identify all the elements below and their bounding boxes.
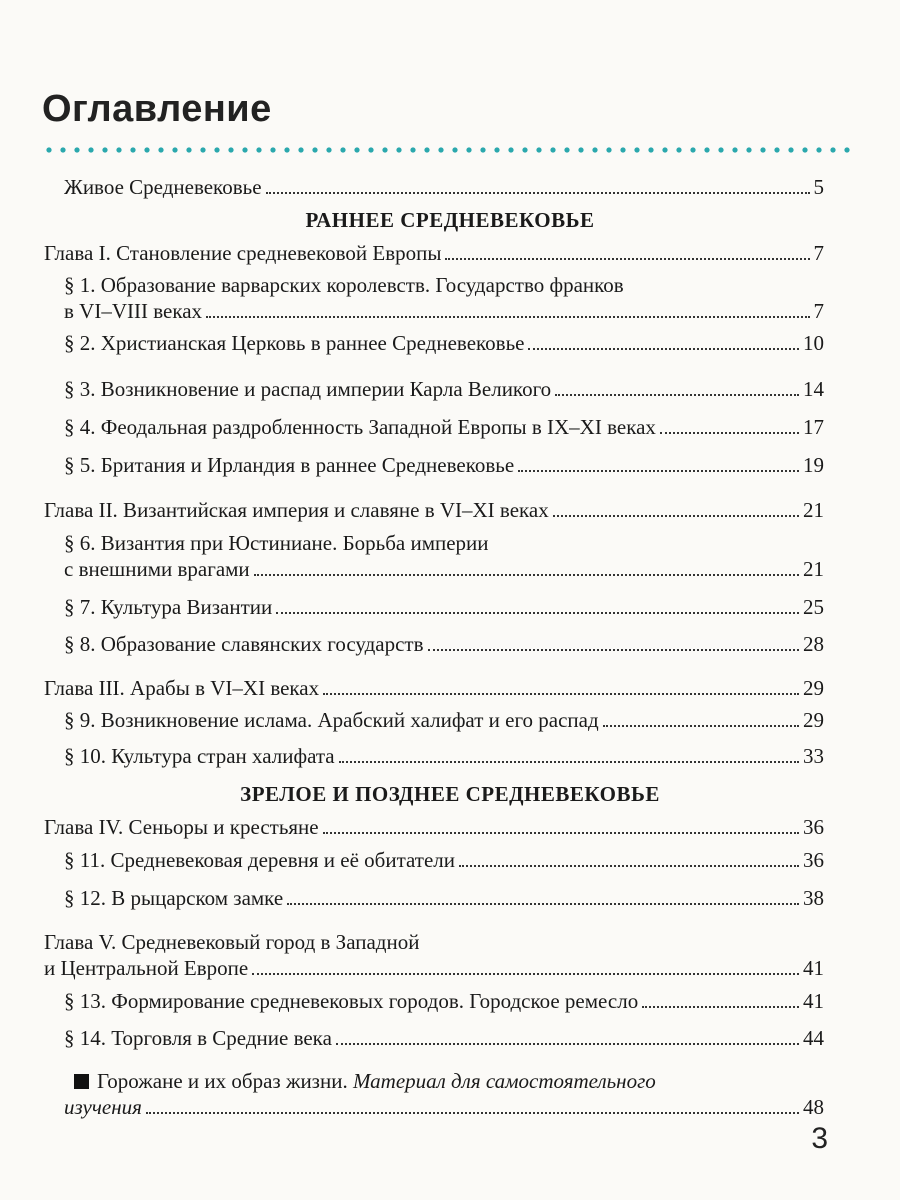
toc-page-number: 36 <box>803 815 824 839</box>
toc-entry-paragraph-3[interactable] <box>64 376 824 402</box>
page-number: 3 <box>811 1122 828 1155</box>
toc-entry-paragraph-4[interactable] <box>64 414 824 440</box>
toc-entry-paragraph-1-line1: § 1. Образование варварских королевств. Государство франков <box>64 273 624 297</box>
toc-entry-text: § 9. Возникновение ислама. Арабский халифат и его распад <box>64 708 599 732</box>
toc-entry-text: Глава II. Византийская империя и славяне в VI–XI веках <box>44 498 549 522</box>
toc-entry-paragraph-2[interactable] <box>64 330 824 356</box>
toc-entry-text: в VI–VIII веках <box>64 299 203 323</box>
toc-leader <box>445 257 809 260</box>
toc-entry-chapter-1[interactable] <box>44 240 824 266</box>
toc-entry-chapter-5[interactable] <box>44 955 824 981</box>
toc-leader <box>206 315 809 318</box>
toc-entry-chapter-3[interactable] <box>44 675 824 701</box>
toc-entry-paragraph-6-line1: § 6. Византия при Юстиниане. Борьба империи <box>64 531 489 555</box>
toc-entry-text: § 12. В рыцарском замке <box>64 886 284 910</box>
toc-entry-paragraph-13[interactable] <box>64 988 824 1014</box>
toc-entry-text: § 3. Возникновение и распад империи Карла Великого <box>64 377 552 401</box>
toc-entry-text: § 13. Формирование средневековых городов. Городское ремесло <box>64 989 639 1013</box>
toc-page-number: 17 <box>803 415 824 439</box>
toc-entry-paragraph-12[interactable] <box>64 885 824 911</box>
toc-page-number: 7 <box>813 241 824 265</box>
toc-entry-note: Материал для самостоятельного <box>352 1069 656 1093</box>
toc-leader <box>518 469 799 472</box>
toc-entry-text: Глава I. Становление средневековой Европы <box>44 241 442 265</box>
toc-entry-chapter-2[interactable] <box>44 497 824 523</box>
toc-entry-self-study[interactable] <box>64 1094 824 1120</box>
toc-entry-text: § 4. Феодальная раздробленность Западной Европы в IX–XI веках <box>64 415 656 439</box>
toc-leader <box>276 611 799 614</box>
toc-leader <box>553 514 799 517</box>
toc-entry-intro[interactable] <box>64 174 824 200</box>
dotted-divider <box>42 146 858 154</box>
toc-entry-text: Горожане и их образ жизни. <box>97 1069 348 1093</box>
toc-entry-text: § 2. Христианская Церковь в раннее Средневековье <box>64 331 525 355</box>
toc-page-number: 44 <box>803 1026 824 1050</box>
toc-leader <box>266 191 810 194</box>
toc-page-number: 28 <box>803 632 824 656</box>
toc-leader <box>603 724 799 727</box>
toc-page-number: 10 <box>803 331 824 355</box>
toc-leader <box>528 347 799 350</box>
toc-entry-paragraph-14[interactable] <box>64 1025 824 1051</box>
toc-entry-text: Живое Средневековье <box>64 175 262 199</box>
toc-page-number: 19 <box>803 453 824 477</box>
toc-entry-paragraph-10[interactable] <box>64 743 824 769</box>
toc-entry-text: Глава IV. Сеньоры и крестьяне <box>44 815 319 839</box>
toc-leader <box>660 431 799 434</box>
toc-page-number: 33 <box>803 744 824 768</box>
toc-entry-paragraph-5[interactable] <box>64 452 824 478</box>
toc-leader <box>287 902 799 905</box>
toc-page-number: 14 <box>803 377 824 401</box>
toc-page-number: 21 <box>803 557 824 581</box>
toc-entry-text: с внешними врагами <box>64 557 250 581</box>
toc-leader <box>146 1111 799 1114</box>
toc-entry-text: § 5. Британия и Ирландия в раннее Средневековье <box>64 453 515 477</box>
toc-leader <box>252 972 799 975</box>
toc-entry-paragraph-8[interactable] <box>64 631 824 657</box>
toc-entry-text: и Центральной Европе <box>44 956 249 980</box>
toc-entry-chapter-5-line1: Глава V. Средневековый город в Западной <box>44 930 420 954</box>
toc-leader <box>339 760 799 763</box>
toc-entry-text: § 8. Образование славянских государств <box>64 632 424 656</box>
toc-page-number: 7 <box>813 299 824 323</box>
toc-entry-self-study-line1 <box>74 1068 656 1094</box>
toc-entry-chapter-4[interactable] <box>44 814 824 840</box>
toc-page-number: 29 <box>803 676 824 700</box>
toc-entry-text: Глава III. Арабы в VI–XI веках <box>44 676 320 700</box>
toc-page-number: 21 <box>803 498 824 522</box>
toc-leader <box>555 393 799 396</box>
toc-entry-paragraph-6[interactable] <box>64 556 824 582</box>
toc-page-number: 36 <box>803 848 824 872</box>
toc-page-number: 48 <box>803 1095 824 1119</box>
toc-page-number: 25 <box>803 595 824 619</box>
toc-leader <box>336 1042 799 1045</box>
section-heading-mature: ЗРЕЛОЕ И ПОЗДНЕЕ СРЕДНЕВЕКОВЬЕ <box>240 782 660 806</box>
toc-entry-paragraph-7[interactable] <box>64 594 824 620</box>
toc-page-number: 29 <box>803 708 824 732</box>
toc-leader <box>323 692 799 695</box>
toc-leader <box>428 648 799 651</box>
toc-entry-text: § 10. Культура стран халифата <box>64 744 335 768</box>
toc-entry-paragraph-11[interactable] <box>64 847 824 873</box>
square-bullet-icon <box>74 1074 89 1089</box>
toc-entry-paragraph-1[interactable] <box>64 298 824 324</box>
toc-leader <box>254 573 799 576</box>
toc-page-number: 5 <box>813 175 824 199</box>
section-heading-early: РАННЕЕ СРЕДНЕВЕКОВЬЕ <box>305 208 595 232</box>
toc-entry-paragraph-9[interactable] <box>64 707 824 733</box>
toc-entry-text: § 11. Средневековая деревня и её обитатели <box>64 848 456 872</box>
toc-page-number: 41 <box>803 989 824 1013</box>
toc-leader <box>323 831 799 834</box>
toc-entry-text: § 7. Культура Византии <box>64 595 273 619</box>
toc-page-number: 41 <box>803 956 824 980</box>
page-title: Оглавление <box>42 88 272 130</box>
toc-leader <box>459 864 799 867</box>
toc-entry-text: § 14. Торговля в Средние века <box>64 1026 332 1050</box>
toc-leader <box>642 1005 799 1008</box>
toc-entry-note: изучения <box>64 1095 142 1119</box>
toc-page-number: 38 <box>803 886 824 910</box>
